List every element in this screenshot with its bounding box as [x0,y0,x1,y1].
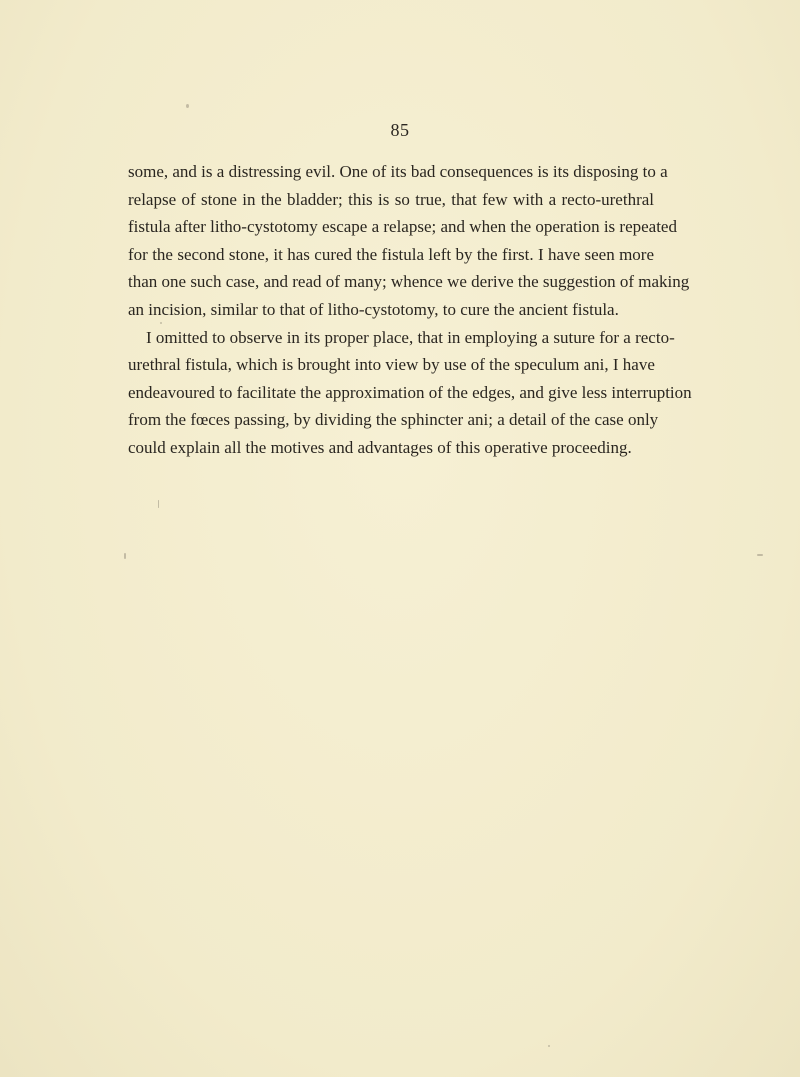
paper-speck [186,104,189,108]
text-line: than one such case, and read of many; whence we derive the suggestion of making [128,272,690,292]
paragraph-1 [128,158,690,324]
text-line: fistula after litho-cystotomy escape a relapse; and when the operation is repeated [128,217,677,237]
paper-speck [158,500,159,508]
text-line: for the second stone, it has cured the fistula left by the first. I have seen more [128,244,654,264]
text-line: could explain all the motives and advantages of this operative proceeding. [128,437,632,457]
page-number: 85 [390,120,410,140]
body-text [128,158,692,462]
paper-speck [124,553,126,559]
text-line: from the fœces passing, by dividing the sphincter ani; a detail of the case only [128,410,659,430]
paper-speck [757,554,763,556]
text-line: urethral fistula, which is brought into view by use of the speculum ani, I have [128,355,655,375]
text-line: an incision, similar to that of litho-cystotomy, to cure the ancient fistula. [128,299,619,319]
text-line: endeavoured to facilitate the approximation of the edges, and give less interruption [128,382,692,402]
paper-speck [548,1045,550,1047]
text-line: relapse of stone in the bladder; this is so true, that few with a recto-urethral [128,189,654,209]
paragraph-2 [128,324,692,462]
text-line: some, and is a distressing evil. One of its bad consequences is its disposing to a [128,162,668,181]
text-line: I omitted to observe in its proper place, that in employing a suture for a recto- [146,327,675,347]
